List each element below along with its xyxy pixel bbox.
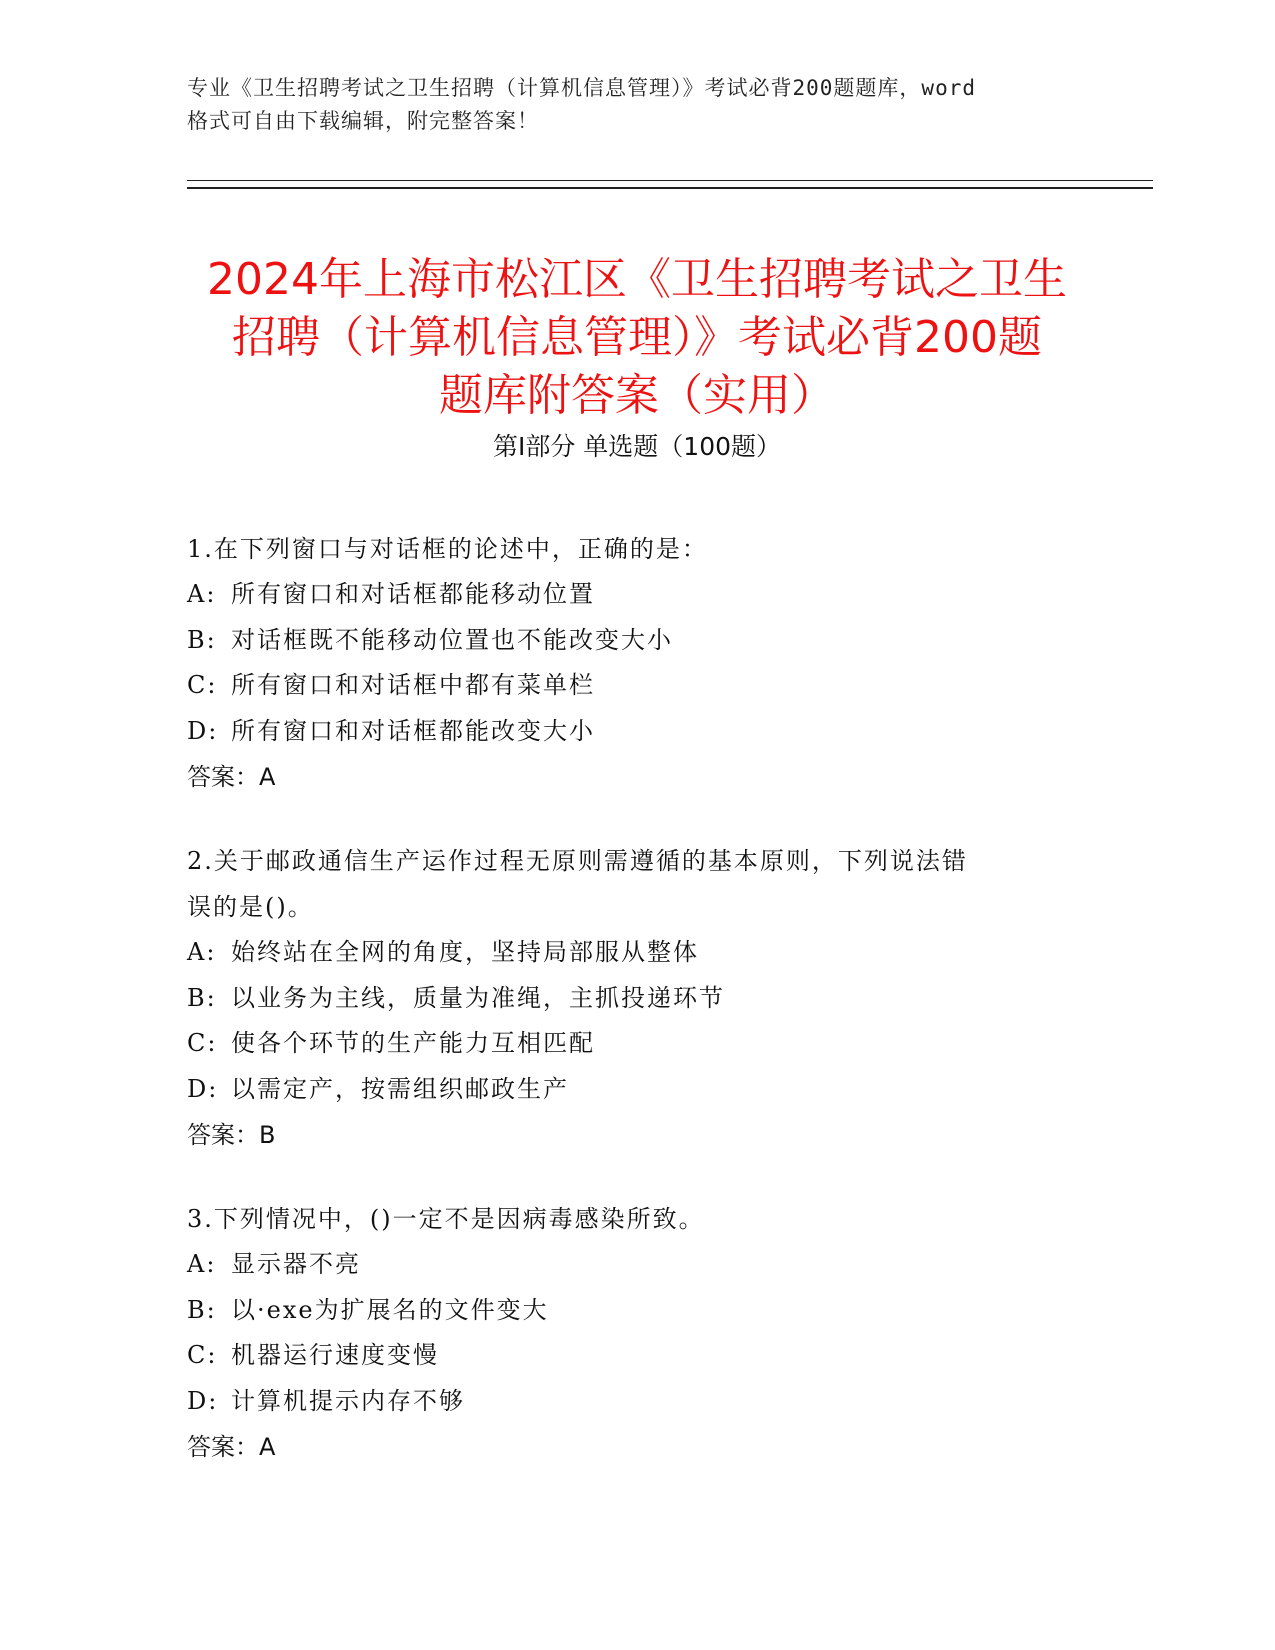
header-divider [187, 180, 1153, 189]
option-a [187, 1242, 1067, 1288]
option-text: 对话框既不能移动位置也不能改变大小 [231, 625, 673, 654]
option-d [187, 1379, 1067, 1425]
option-letter: B: [187, 625, 217, 654]
option-b [187, 1288, 1067, 1334]
title-line: 2024年上海市松江区《卫生招聘考试之卫生 [207, 254, 1067, 306]
header-note-line: 专业《卫生招聘考试之卫生招聘（计算机信息管理）》考试必背200题题库，word [187, 76, 976, 100]
question-stem: 3.下列情况中，()一定不是因病毒感染所致。 [187, 1205, 705, 1233]
option-text: 机器运行速度变慢 [231, 1341, 439, 1369]
title-line: 题库附答案（实用） [439, 370, 835, 422]
option-text: 以需定产，按需组织邮政生产 [231, 1074, 569, 1103]
option-letter: A: [187, 580, 217, 608]
question-stem: 2.关于邮政通信生产运作过程无原则需遵循的基本原则，下列说法错 [187, 847, 968, 875]
option-a [187, 572, 1067, 618]
option-letter: C: [187, 1341, 218, 1369]
option-text: 所有窗口和对话框中都有菜单栏 [231, 671, 595, 699]
option-text: 以·exe为扩展名的文件变大 [231, 1295, 549, 1324]
option-letter: D: [187, 1074, 219, 1103]
option-letter: B: [187, 983, 217, 1012]
option-letter: C: [187, 1029, 218, 1057]
option-b [187, 976, 1067, 1022]
option-c [187, 663, 1067, 709]
option-c [187, 1021, 1067, 1067]
option-text: 所有窗口和对话框都能移动位置 [231, 580, 595, 608]
header-note [187, 72, 1087, 138]
question-list [187, 526, 1067, 1508]
option-text: 以业务为主线，质量为准绳，主抓投递环节 [231, 983, 725, 1012]
option-letter: A: [187, 938, 217, 966]
option-text: 始终站在全网的角度，坚持局部服从整体 [231, 938, 699, 966]
question-item [187, 1196, 1067, 1470]
option-b [187, 618, 1067, 664]
option-letter: A: [187, 1250, 217, 1278]
option-text: 使各个环节的生产能力互相匹配 [231, 1029, 595, 1057]
option-text: 计算机提示内存不够 [231, 1386, 465, 1415]
option-letter: D: [187, 1386, 219, 1415]
option-a [187, 930, 1067, 976]
title-line: 招聘（计算机信息管理）》考试必背200题 [232, 312, 1042, 364]
question-stem-continued: 误的是()。 [187, 893, 314, 921]
option-letter: C: [187, 671, 218, 699]
question-item [187, 838, 1067, 1158]
option-d [187, 709, 1067, 755]
document-title [187, 251, 1087, 425]
option-letter: B: [187, 1295, 217, 1324]
section-title: 第Ⅰ部分 单选题（100题） [492, 432, 782, 461]
question-stem: 1.在下列窗口与对话框的论述中，正确的是： [187, 535, 708, 563]
answer-text: 答案：B [187, 1121, 276, 1149]
question-item [187, 526, 1067, 800]
option-text: 显示器不亮 [231, 1250, 361, 1278]
option-text: 所有窗口和对话框都能改变大小 [231, 716, 595, 745]
option-c [187, 1333, 1067, 1379]
option-d [187, 1067, 1067, 1113]
option-letter: D: [187, 716, 219, 745]
header-note-line: 格式可自由下载编辑，附完整答案！ [187, 109, 539, 133]
answer-text: 答案：A [187, 763, 276, 791]
answer-text: 答案：A [187, 1433, 276, 1461]
